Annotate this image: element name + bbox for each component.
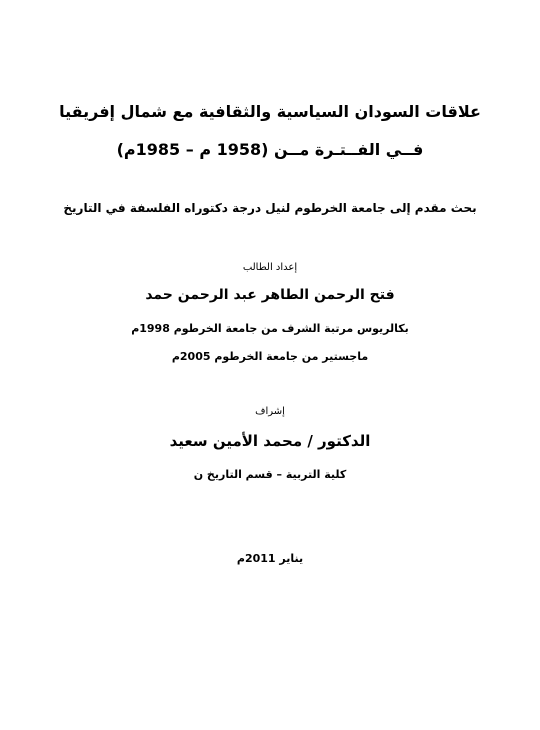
thesis-title-line-2: فــي الفــتـرة مــن (1958 م – 1985م) <box>116 140 424 159</box>
supervision-label: إشراف <box>255 406 285 417</box>
submission-date: يناير 2011م <box>236 552 304 565</box>
supervisor-name: الدكتور / محمد الأمين سعيد <box>169 432 371 450</box>
student-degree-bachelor: بكالريوس مرتبة الشرف من جامعة الخرطوم 1998م <box>131 322 409 335</box>
student-degree-master: ماجستير من جامعة الخرطوم 2005م <box>171 350 369 363</box>
student-name: فتح الرحمن الطاهر عبد الرحمن حمد <box>145 287 395 303</box>
preparation-label: إعداد الطالب <box>242 262 298 273</box>
thesis-title-line-1: علاقات السودان السياسية والثقافية مع شمال إفريقيا <box>59 102 481 121</box>
supervisor-faculty: كلية التربية – قسم التاريخ ن <box>193 468 347 481</box>
thesis-purpose: بحث مقدم إلى جامعة الخرطوم لنيل درجة دكتوراه الفلسفة في التاريخ <box>63 201 477 215</box>
